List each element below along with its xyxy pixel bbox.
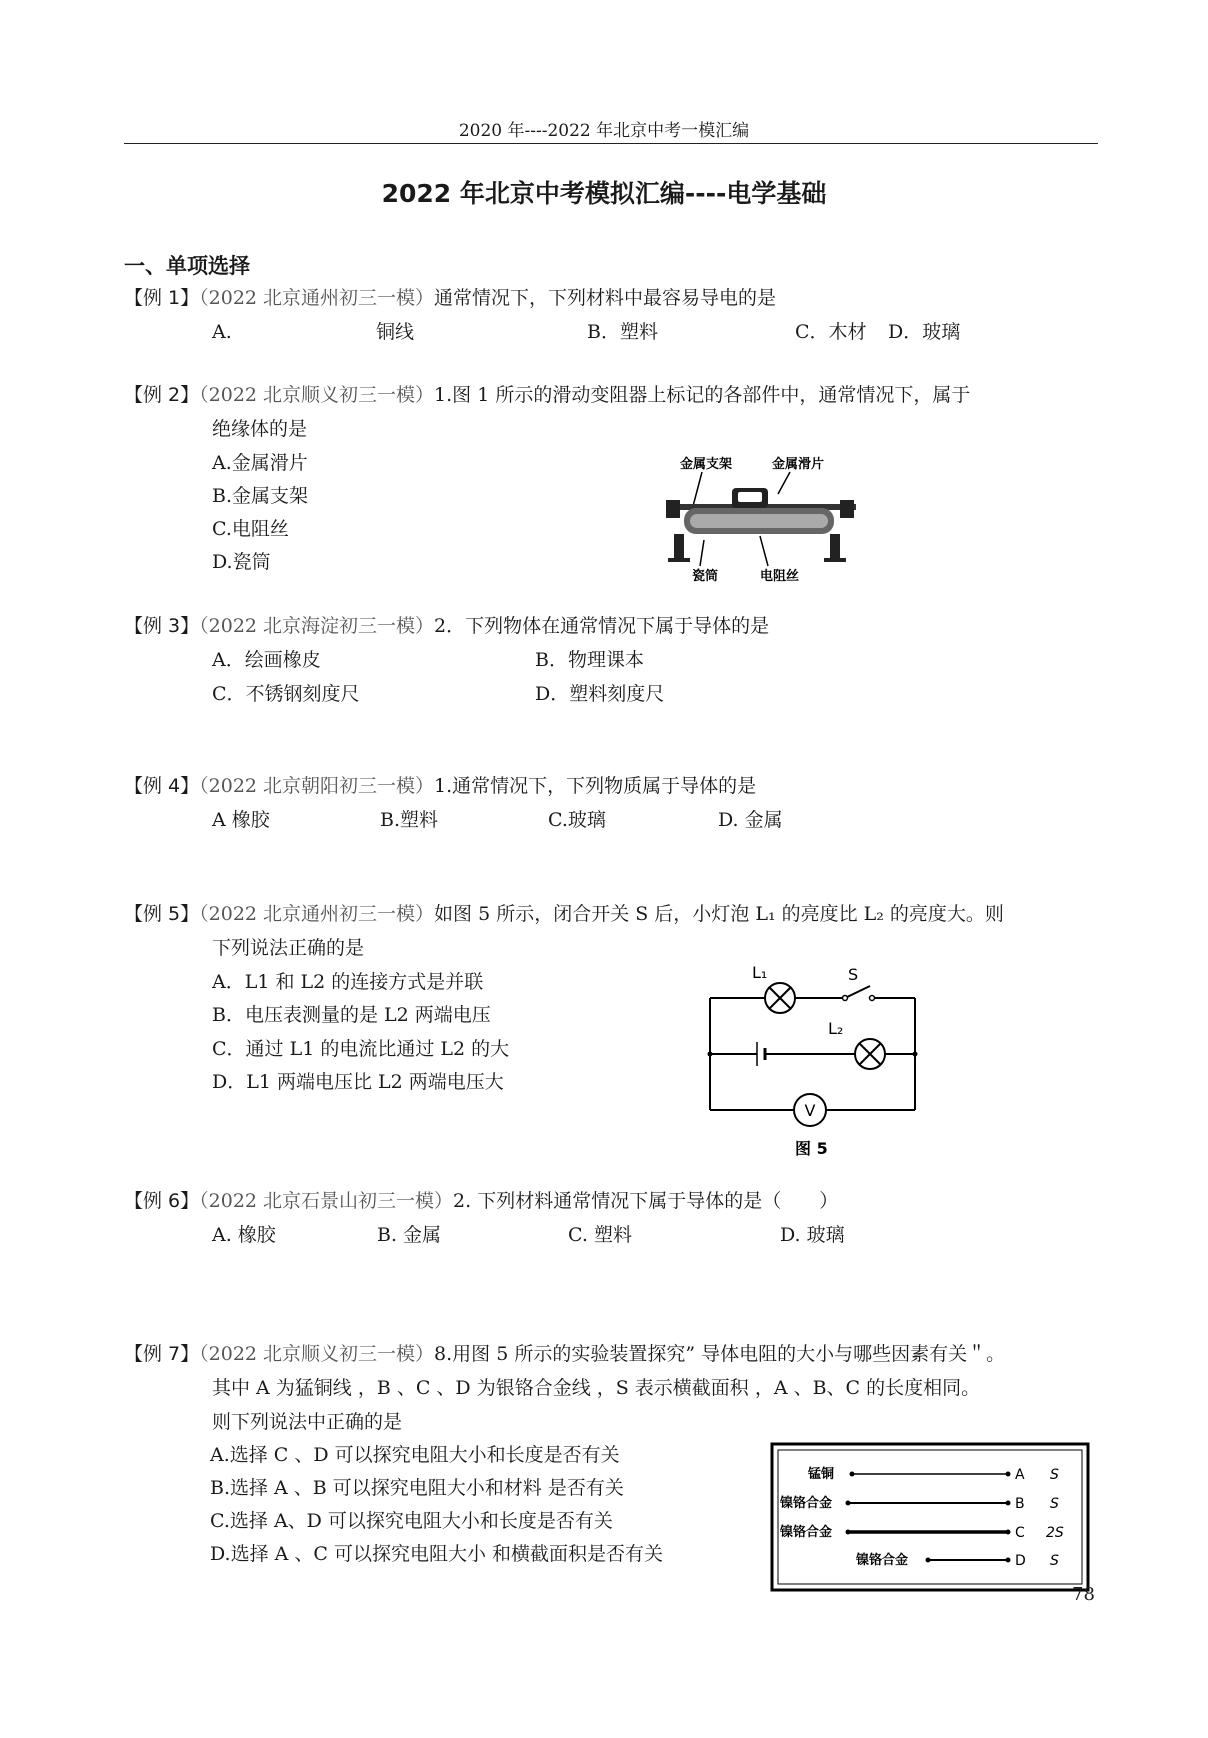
page-number: 78 [1072, 1584, 1095, 1605]
q1-option-d: D．玻璃 [888, 321, 961, 343]
q7-option-a: A.选择 C 、D 可以探究电阻大小和长度是否有关 [210, 1444, 620, 1466]
q5-option-d: D．L1 两端电压比 L2 两端电压大 [212, 1071, 504, 1093]
q2-option-c: C.电阻丝 [212, 518, 289, 540]
q2-option-a: A.金属滑片 [212, 452, 308, 474]
wire-a-material: 锰铜 [808, 1467, 835, 1482]
question-tag: 【例 2】 [124, 384, 200, 406]
question-text: 如图 5 所示，闭合开关 S 后，小灯泡 L₁ 的亮度比 L₂ 的亮度大。则 [434, 903, 1004, 925]
question-source: （2022 北京朝阳初三一模） [199, 775, 435, 797]
question-tag: 【例 1】 [124, 287, 200, 309]
q4-option-d: D. 金属 [718, 809, 783, 831]
label-metal-slider: 金属滑片 [772, 457, 825, 472]
q6-option-c: C. 塑料 [568, 1224, 632, 1246]
q4-option-a: A 橡胶 [212, 809, 270, 831]
question-text-cont: 绝缘体的是 [212, 418, 308, 440]
q1-option-b: B．塑料 [587, 321, 658, 343]
running-header: 2020 年----2022 年北京中考一模汇编 [458, 121, 750, 141]
question-text-cont: 其中 A 为猛铜线 ，B 、C 、D 为银铬合金线 ，S 表示横截面积 ，A 、B、C 的长度相同。 [212, 1377, 981, 1399]
q2-option-d: D.瓷筒 [212, 551, 271, 573]
q3-option-b: B．物理课本 [535, 649, 644, 671]
voltmeter-label: V [804, 1101, 816, 1120]
label-metal-bracket: 金属支架 [680, 457, 733, 472]
end-label-c: C [1015, 1525, 1025, 1541]
header-rule [124, 143, 1098, 144]
page-title: 2022 年北京中考模拟汇编----电学基础 [381, 179, 827, 208]
circuit-diagram [700, 958, 930, 1158]
question-tag: 【例 4】 [124, 775, 200, 797]
end-label-b: B [1015, 1496, 1025, 1512]
question-source: （2022 北京通州初三一模） [199, 903, 435, 925]
question-3-stem [124, 617, 769, 636]
q5-option-c: C．通过 L1 的电流比通过 L2 的大 [212, 1038, 510, 1060]
wire-board-figure [770, 1442, 1092, 1596]
q3-option-a: A．绘画橡皮 [212, 649, 321, 671]
question-text: 通常情况下，下列材料中最容易导电的是 [434, 287, 777, 309]
rheostat-figure [660, 452, 870, 587]
question-text: 1.通常情况下，下列物质属于导体的是 [434, 775, 757, 797]
end-label-d: D [1015, 1553, 1026, 1569]
q7-option-b: B.选择 A 、B 可以探究电阻大小和材料 是否有关 [210, 1477, 624, 1499]
question-4-stem [124, 777, 756, 796]
question-text: 8.用图 5 所示的实验装置探究” 导体电阻的大小与哪些因素有关＂。 [434, 1343, 1006, 1365]
question-text: 2. 下列材料通常情况下属于导体的是（ ） [453, 1190, 839, 1212]
label-resistance-wire: 电阻丝 [760, 569, 800, 584]
question-source: （2022 北京顺义初三一模） [199, 384, 435, 406]
q1-option-c: C．木材 [795, 321, 867, 343]
question-5-stem [124, 905, 1004, 924]
question-text-cont: 则下列说法中正确的是 [212, 1411, 403, 1433]
question-source: （2022 北京顺义初三一模） [199, 1343, 435, 1365]
bulb-l2-icon [855, 1039, 885, 1069]
q2-option-b: B.金属支架 [212, 485, 309, 507]
question-source: （2022 北京通州初三一模） [199, 287, 435, 309]
label-porcelain-tube: 瓷筒 [692, 569, 719, 584]
question-tag: 【例 6】 [124, 1190, 200, 1212]
q5-option-b: B．电压表测量的是 L2 两端电压 [212, 1004, 491, 1026]
l2-label: L₂ [828, 1019, 844, 1038]
question-2-stem [124, 386, 970, 405]
q6-option-b: B. 金属 [377, 1224, 442, 1246]
question-tag: 【例 7】 [124, 1343, 200, 1365]
l1-label: L₁ [752, 963, 768, 982]
question-source: （2022 北京石景山初三一模） [199, 1190, 454, 1212]
figure-caption: 图 5 [795, 1139, 828, 1158]
q7-option-c: C.选择 A、D 可以探究电阻大小和长度是否有关 [210, 1510, 613, 1532]
wire-d-material: 镍铬合金 [856, 1553, 909, 1568]
wire-c-material: 镍铬合金 [780, 1525, 833, 1540]
area-label-d: S [1050, 1553, 1059, 1569]
question-text: 1.图 1 所示的滑动变阻器上标记的各部件中，通常情况下，属于 [434, 384, 971, 406]
question-text-cont: 下列说法正确的是 [212, 937, 365, 959]
question-tag: 【例 3】 [124, 615, 200, 637]
question-7-stem [124, 1345, 1005, 1364]
area-label-b: S [1050, 1496, 1059, 1512]
bulb-l1-icon [765, 983, 795, 1013]
question-1-stem [124, 289, 776, 308]
q6-option-d: D. 玻璃 [780, 1224, 845, 1246]
q1-option-a: A. [212, 321, 232, 343]
question-tag: 【例 5】 [124, 903, 200, 925]
question-source: （2022 北京海淀初三一模） [199, 615, 435, 637]
q3-option-d: D．塑料刻度尺 [535, 683, 665, 705]
q6-option-a: A. 橡胶 [212, 1224, 276, 1246]
q3-option-c: C．不锈钢刻度尺 [212, 683, 360, 705]
question-6-stem [124, 1192, 838, 1211]
end-label-a: A [1015, 1467, 1025, 1483]
q1-option-a-text: 铜线 [376, 321, 415, 343]
section-heading: 一、单项选择 [124, 254, 250, 278]
q4-option-b: B.塑料 [380, 809, 439, 831]
q4-option-c: C.玻璃 [548, 809, 606, 831]
area-label-a: S [1050, 1467, 1059, 1483]
q5-option-a: A．L1 和 L2 的连接方式是并联 [212, 971, 484, 993]
wire-b-material: 镍铬合金 [780, 1496, 833, 1511]
question-text: 2．下列物体在通常情况下属于导体的是 [434, 615, 770, 637]
switch-label: S [848, 965, 859, 984]
q7-option-d: D.选择 A 、C 可以探究电阻大小 和横截面积是否有关 [210, 1543, 664, 1565]
area-label-c: 2S [1046, 1525, 1064, 1541]
